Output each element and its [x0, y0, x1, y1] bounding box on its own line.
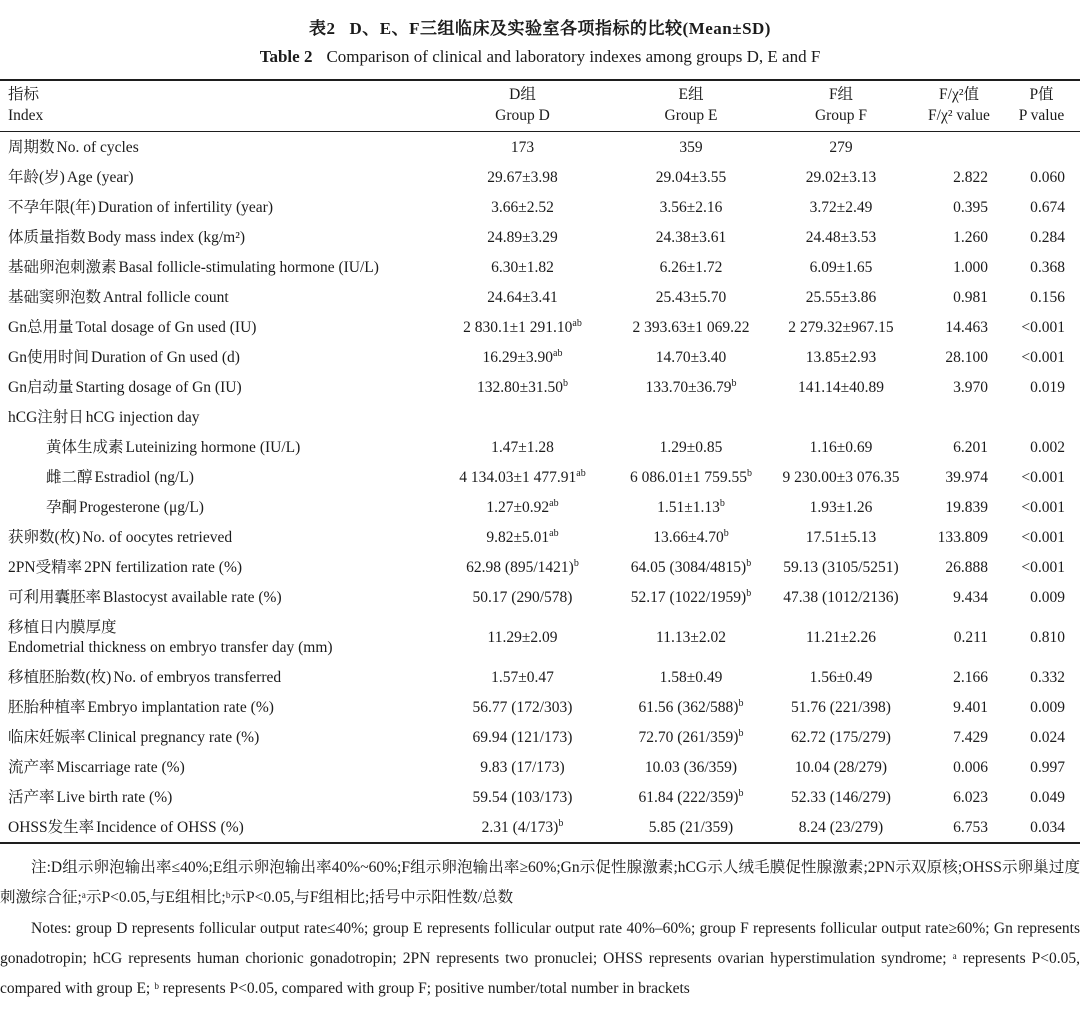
col-header-p-value-zh: P值	[1029, 86, 1054, 103]
cell-group-e: 6.26±1.72	[659, 258, 723, 276]
cell-f-chi2-value: 39.974	[945, 468, 988, 486]
row-label-en: 2PN fertilization rate (%)	[84, 558, 243, 576]
row-label-en: Antral follicle count	[103, 288, 229, 306]
cell-group-d: 4 134.03±1 477.91$^{ab}$	[459, 467, 586, 486]
table-row	[0, 432, 1080, 462]
cell-group-e: 64.05 $(3084/4815)^b$	[630, 557, 752, 576]
cell-f-chi2-value: 26.888	[945, 558, 988, 576]
cell-p-value: <0.001	[1021, 348, 1065, 366]
row-label-zh: 2PN受精率	[8, 558, 83, 576]
cell-group-f: 9 230.00±3 076.35	[782, 468, 900, 486]
cell-group-d: 69.94 (121/173)	[472, 728, 573, 746]
table-row	[0, 372, 1080, 402]
cell-group-f: 62.72 (175/279)	[791, 728, 891, 746]
row-label-zh: 获卵数(枚)	[8, 528, 81, 546]
col-header-index-zh: 指标	[8, 86, 40, 103]
col-header-index	[0, 80, 430, 132]
col-header-group-d	[430, 80, 615, 132]
row-label-zh: 雌二醇	[46, 468, 93, 486]
cell-group-d: 132.80±31.50$^b$	[476, 377, 568, 396]
table-row	[0, 612, 1080, 662]
cell-f-chi2-value: 19.839	[945, 498, 988, 516]
cell-p-value: 0.002	[1030, 438, 1065, 456]
cell-group-d: 6.30±1.82	[491, 258, 554, 276]
cell-p-value: <0.001	[1021, 468, 1065, 486]
cell-group-f: 2 279.32±967.15	[788, 318, 894, 336]
cell-p-value: 0.997	[1030, 758, 1065, 776]
row-label	[0, 612, 430, 662]
row-label-en: Age (year)	[66, 168, 134, 186]
cell-group-d: 1.27±0.92$^{ab}$	[486, 497, 559, 516]
col-header-group-e-zh: E组	[678, 86, 704, 103]
row-label-zh: 可利用囊胚率	[8, 588, 102, 606]
row-label-zh: Gn总用量	[8, 318, 74, 336]
table-row	[0, 722, 1080, 752]
row-label	[0, 282, 430, 312]
row-label-en: Progesterone (μg/L)	[79, 498, 204, 516]
cell-group-d: 24.89±3.29	[487, 228, 558, 246]
cell-p-value: 0.284	[1030, 228, 1065, 246]
cell-group-e: 5.85 (21/359)	[648, 818, 734, 836]
row-label-en: No. of cycles	[56, 138, 139, 156]
row-label	[0, 752, 430, 782]
cell-group-f: 17.51±5.13	[805, 528, 877, 546]
row-label-en: Clinical pregnancy rate (%)	[87, 728, 260, 746]
row-label	[0, 782, 430, 812]
row-label	[0, 722, 430, 752]
cell-f-chi2-value: 1.260	[953, 228, 988, 246]
cell-f-chi2-value: 14.463	[945, 318, 988, 336]
cell-group-f: 13.85±2.93	[805, 348, 877, 366]
table-title-en-prefix: Table 2	[259, 47, 313, 66]
cell-group-f: 52.33 (146/279)	[791, 788, 891, 806]
footnote-en: Notes: group D represents follicular output rate≤40%; group E represents follicular output rate 40%–60%; group F represents follicular output rate≥60%; Gn represents gonadotropin; hCG represents human chorionic gonadotropin; 2PN represents two pronuclei; OHSS represents ovarian hyperstimulation syndrome; ᵃ represents P<0.05, compared with group E; ᵇ represents P<0.05, compared with group F; positive number/total number in brackets	[0, 920, 1080, 997]
col-header-group-d-en: Group D	[495, 107, 550, 124]
row-label-zh: 临床妊娠率	[8, 728, 86, 746]
cell-group-d: 11.29±2.09	[487, 628, 558, 646]
col-header-f-chi2-en: F/χ² value	[928, 107, 990, 124]
cell-group-e: 25.43±5.70	[655, 288, 727, 306]
cell-group-f: 8.24 (23/279)	[798, 818, 884, 836]
cell-p-value: 0.810	[1030, 628, 1065, 646]
row-label-zh: 基础窦卵泡数	[8, 288, 102, 306]
cell-p-value: 0.156	[1030, 288, 1065, 306]
footnote-zh: 注:D组示卵泡输出率≤40%;E组示卵泡输出率40%~60%;F组示卵泡输出率≥60%;Gn示促性腺激素;hCG示人绒毛膜促性腺激素;2PN示双原核;OHSS示卵巢过度刺激综合征;ᵃ示P<0.05,与E组相比;ᵇ示P<0.05,与F组相比;括号中示阳性数/总数	[0, 859, 1080, 906]
table-row	[0, 312, 1080, 342]
cell-group-d: 1.47±1.28	[491, 438, 554, 456]
cell-p-value: <0.001	[1021, 318, 1065, 336]
cell-group-e: 1.29±0.85	[659, 438, 723, 456]
cell-group-f: 3.72±2.49	[809, 198, 873, 216]
cell-group-d: 50.17 (290/578)	[472, 588, 573, 606]
cell-p-value: 0.049	[1030, 788, 1065, 806]
cell-group-f: 6.09±1.65	[809, 258, 873, 276]
table-title-zh-prefix: 表2	[309, 19, 336, 38]
cell-group-d: 29.67±3.98	[487, 168, 558, 186]
cell-f-chi2-value	[915, 402, 1003, 432]
row-label-zh: Gn使用时间	[8, 348, 89, 366]
cell-f-chi2-value: 0.006	[953, 758, 988, 776]
cell-group-e: 14.70±3.40	[655, 348, 727, 366]
cell-group-f: 59.13 (3105/5251)	[783, 558, 899, 576]
row-label-en: No. of embryos transferred	[113, 668, 282, 686]
cell-group-f: 279	[829, 138, 853, 156]
cell-f-chi2-value: 0.211	[953, 628, 988, 646]
table-row	[0, 282, 1080, 312]
col-header-group-e	[615, 80, 767, 132]
cell-group-f: 25.55±3.86	[805, 288, 877, 306]
row-label-zh: Gn启动量	[8, 378, 74, 396]
row-label	[0, 552, 430, 582]
cell-p-value: <0.001	[1021, 558, 1065, 576]
cell-group-e	[615, 402, 767, 432]
cell-f-chi2-value: 133.809	[937, 528, 988, 546]
col-header-group-d-zh: D组	[509, 86, 536, 103]
table-title-en	[0, 47, 1080, 67]
col-header-group-f	[767, 80, 915, 132]
table-row	[0, 812, 1080, 843]
cell-group-f: 51.76 (221/398)	[791, 698, 891, 716]
row-label	[0, 372, 430, 402]
col-header-index-en: Index	[8, 107, 44, 124]
row-label-zh: 活产率	[8, 788, 55, 806]
row-label	[0, 252, 430, 282]
table-row	[0, 782, 1080, 812]
cell-group-f: 10.04 (28/279)	[794, 758, 888, 776]
row-label	[0, 662, 430, 692]
cell-p-value: 0.674	[1030, 198, 1065, 216]
cell-f-chi2-value: 28.100	[945, 348, 988, 366]
cell-group-d: 9.82±5.01$^{ab}$	[486, 527, 559, 546]
cell-group-e: 11.13±2.02	[656, 628, 726, 646]
cell-group-e: 29.04±3.55	[655, 168, 727, 186]
row-label-en: Basal follicle-stimulating hormone (IU/L)	[118, 258, 379, 276]
table-row	[0, 662, 1080, 692]
cell-group-f: 1.56±0.49	[809, 668, 873, 686]
row-label	[0, 812, 430, 843]
cell-f-chi2-value: 6.023	[953, 788, 988, 806]
header-row	[0, 80, 1080, 132]
cell-p-value	[1003, 132, 1080, 163]
row-label	[0, 402, 430, 432]
row-label	[0, 222, 430, 252]
row-label-en: hCG injection day	[85, 408, 200, 426]
row-label	[0, 132, 430, 163]
row-label-zh: OHSS发生率	[8, 818, 95, 836]
row-label-zh: 胚胎种植率	[8, 698, 86, 716]
table-row	[0, 162, 1080, 192]
cell-group-d: 2 830.1±1 291.10$^{ab}$	[463, 317, 582, 336]
cell-p-value: 0.009	[1030, 698, 1065, 716]
cell-group-d: 62.98 $(895/1421)^b$	[466, 557, 579, 576]
row-label-zh: 移植日内膜厚度	[8, 618, 117, 636]
row-label	[0, 432, 430, 462]
col-header-group-f-zh: F组	[828, 86, 854, 103]
cell-group-f: 47.38 (1012/2136)	[783, 588, 899, 606]
cell-f-chi2-value: 1.000	[953, 258, 988, 276]
cell-p-value: 0.332	[1030, 668, 1065, 686]
cell-group-e: 133.70±36.79$^b$	[645, 377, 737, 396]
table-row	[0, 522, 1080, 552]
col-header-group-f-en: Group F	[814, 107, 868, 124]
cell-group-f: 1.16±0.69	[809, 438, 873, 456]
row-label-en: Body mass index (kg/m²)	[87, 228, 245, 246]
cell-group-d: 59.54 (103/173)	[472, 788, 573, 806]
row-label	[0, 492, 430, 522]
row-label	[0, 312, 430, 342]
cell-p-value: 0.019	[1030, 378, 1065, 396]
row-label-en: Embryo implantation rate (%)	[87, 698, 274, 716]
row-label-en: Incidence of OHSS (%)	[96, 818, 244, 836]
row-label-en: Duration of Gn used (d)	[90, 348, 240, 366]
cell-p-value: 0.034	[1030, 818, 1065, 836]
cell-p-value	[1003, 402, 1080, 432]
row-label	[0, 192, 430, 222]
cell-f-chi2-value: 6.753	[953, 818, 988, 836]
cell-group-d: 56.77 (172/303)	[472, 698, 573, 716]
cell-f-chi2-value: 7.429	[953, 728, 988, 746]
cell-group-d: 1.57±0.47	[491, 668, 554, 686]
cell-f-chi2-value: 3.970	[953, 378, 988, 396]
cell-p-value: 0.060	[1030, 168, 1065, 186]
cell-p-value: <0.001	[1021, 528, 1065, 546]
row-label	[0, 522, 430, 552]
cell-group-d: 3.66±2.52	[491, 198, 554, 216]
cell-group-d: 173	[510, 138, 535, 156]
cell-group-d: 9.83 (17/173)	[480, 758, 565, 776]
table-row	[0, 552, 1080, 582]
cell-f-chi2-value: 2.166	[953, 668, 988, 686]
cell-group-e: 61.56 $(362/588)^b$	[638, 697, 744, 716]
col-header-f-chi2-zh: F/χ²值	[939, 86, 979, 103]
table-row	[0, 692, 1080, 722]
table-row	[0, 132, 1080, 163]
table-row	[0, 192, 1080, 222]
cell-group-e: 3.56±2.16	[659, 198, 723, 216]
row-label-zh: 基础卵泡刺激素	[8, 258, 117, 276]
cell-group-f	[767, 402, 915, 432]
row-label-zh: 孕酮	[46, 498, 78, 516]
comparison-table	[0, 79, 1080, 844]
cell-f-chi2-value: 6.201	[953, 438, 988, 456]
row-label-en: Luteinizing hormone (IU/L)	[125, 438, 301, 456]
table-row	[0, 582, 1080, 612]
cell-p-value: 0.024	[1030, 728, 1065, 746]
cell-group-f: 1.93±1.26	[809, 498, 873, 516]
row-label-en: Live birth rate (%)	[56, 788, 173, 806]
cell-p-value: <0.001	[1021, 498, 1065, 516]
cell-f-chi2-value: 0.981	[953, 288, 988, 306]
table-title-zh-text: D、E、F三组临床及实验室各项指标的比较(Mean±SD)	[349, 19, 771, 38]
row-label-zh: 周期数	[8, 138, 55, 156]
row-label	[0, 462, 430, 492]
row-label-en: Blastocyst available rate (%)	[103, 588, 282, 606]
row-label-en: Estradiol (ng/L)	[94, 468, 194, 486]
table-row	[0, 222, 1080, 252]
cell-group-e: 52.17 $(1022/1959)^b$	[630, 587, 752, 606]
row-label-zh: 不孕年限(年)	[8, 198, 96, 216]
table-row	[0, 492, 1080, 522]
cell-group-f: 29.02±3.13	[805, 168, 877, 186]
row-label-en: Duration of infertility (year)	[97, 198, 273, 216]
cell-f-chi2-value: 0.395	[953, 198, 988, 216]
cell-group-e: 1.51±1.13$^b$	[657, 497, 725, 516]
row-label-en: Starting dosage of Gn (IU)	[75, 378, 242, 396]
row-label-zh: 体质量指数	[8, 228, 86, 246]
table-row	[0, 402, 1080, 432]
cell-group-d: 16.29±3.90$^{ab}$	[482, 347, 563, 366]
cell-group-e: 359	[679, 138, 703, 156]
table-title-zh	[0, 14, 1080, 39]
col-header-p-value-en: P value	[1018, 107, 1065, 124]
cell-p-value: 0.009	[1030, 588, 1065, 606]
row-label-en: Total dosage of Gn used (IU)	[75, 318, 257, 336]
row-label-en: Miscarriage rate (%)	[56, 758, 185, 776]
cell-group-d	[430, 402, 615, 432]
cell-group-e: 72.70 $(261/359)^b$	[638, 727, 744, 746]
row-label-zh: 移植胚胎数(枚)	[8, 668, 112, 686]
col-header-p-value	[1003, 80, 1080, 132]
row-label-zh: 黄体生成素	[46, 438, 124, 456]
col-header-group-e-en: Group E	[664, 107, 718, 124]
cell-group-f: 11.21±2.26	[806, 628, 876, 646]
cell-p-value: 0.368	[1030, 258, 1065, 276]
col-header-f-chi2	[915, 80, 1003, 132]
cell-group-e: 2 393.63±1 069.22	[632, 318, 750, 336]
cell-group-e: 1.58±0.49	[659, 668, 723, 686]
cell-group-f: 24.48±3.53	[805, 228, 877, 246]
footnotes	[0, 853, 1080, 1004]
table-row	[0, 462, 1080, 492]
cell-group-f: 141.14±40.89	[797, 378, 884, 396]
cell-group-e: 61.84 $(222/359)^b$	[638, 787, 744, 806]
cell-group-d: 24.64±3.41	[487, 288, 558, 306]
cell-group-e: 13.66±4.70$^b$	[653, 527, 729, 546]
row-label	[0, 342, 430, 372]
cell-f-chi2-value: 2.822	[953, 168, 988, 186]
cell-f-chi2-value: 9.434	[953, 588, 988, 606]
table-body	[0, 132, 1080, 844]
cell-group-e: 6 086.01±1 759.55$^b$	[629, 467, 752, 486]
table-row	[0, 752, 1080, 782]
row-label-zh: hCG注射日	[8, 408, 84, 426]
table-row	[0, 252, 1080, 282]
row-label	[0, 162, 430, 192]
row-label-en: No. of oocytes retrieved	[82, 528, 233, 546]
cell-group-e: 10.03 (36/359)	[644, 758, 738, 776]
cell-group-e: 24.38±3.61	[655, 228, 727, 246]
cell-f-chi2-value: 9.401	[953, 698, 988, 716]
row-label-zh: 年龄(岁)	[8, 168, 65, 186]
row-label	[0, 692, 430, 722]
table-title-en-text: Comparison of clinical and laboratory indexes among groups D, E and F	[326, 47, 821, 66]
cell-group-d: 2.31 $(4/173)^b$	[481, 817, 564, 836]
row-label	[0, 582, 430, 612]
cell-f-chi2-value	[915, 132, 1003, 163]
row-label-zh: 流产率	[8, 758, 55, 776]
row-label-en: Endometrial thickness on embryo transfer day (mm)	[8, 638, 333, 656]
table-row	[0, 342, 1080, 372]
